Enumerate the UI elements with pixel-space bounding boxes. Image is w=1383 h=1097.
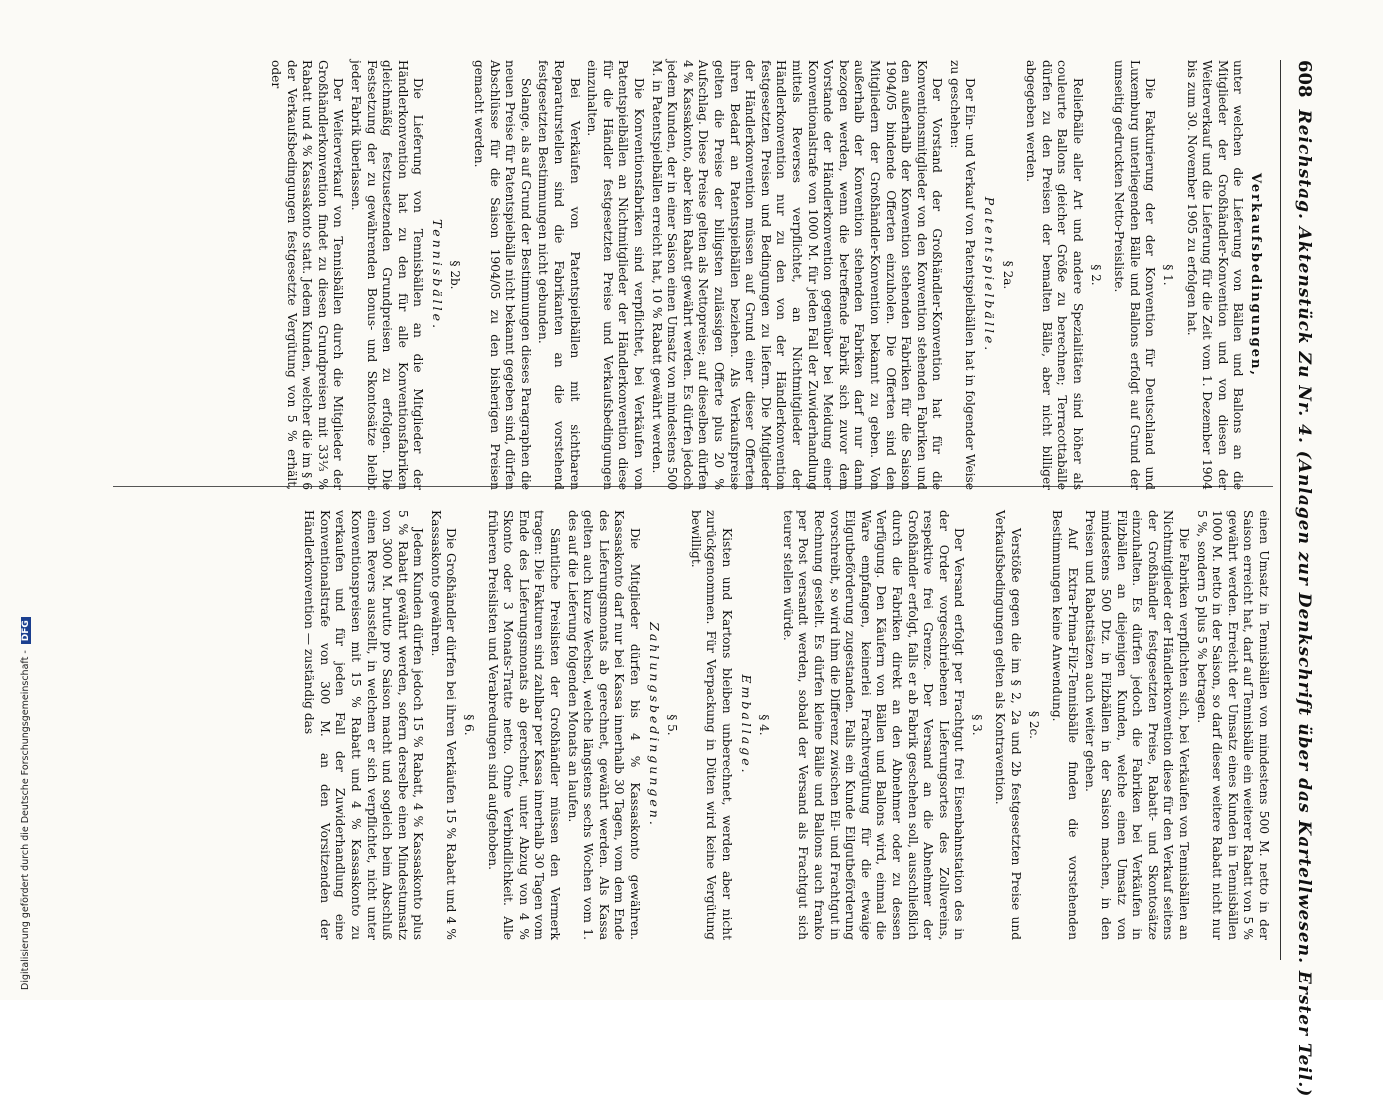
- section-title-sales-conditions: Verkaufsbedingungen,: [1248, 173, 1263, 377]
- section-2b-paragraph-1: Die Lieferung von Tennisbällen an die Mitglieder der Händlerkonvention hat zu den für alle Konventionsfabriken gleichmäßig festzusetzenden Grundpreisen zu erfolgen. Die Festsetzung der zu gewährenden Bonus- und Skontosätze bleibt jeder Fabrik überlassen.: [348, 60, 426, 490]
- section-heading-2b: § 2b.: [448, 260, 463, 290]
- factories-paragraph: Die Fabriken verpflichten sich, bei Verkäufen von Tennisbällen an Nichtmitglieder der Händlerkonvention diese für den Verkauf seitens der Großhändler festgesetzten Preise, Rabatt- und Skontosätze einzuhalten. Es dürfen jedoch die Fabriken bei Verkäufen in Filzbällen an diejenigen Kunden, welche einen Umsatz von mindestens 500 Dtz. in Filzbällen in der Saison machen, in den Preisen und Rabattsätzen auch weiter gehen.: [1083, 510, 1192, 940]
- section-6-paragraph-1: Die Großhändler dürfen bei ihren Verkäufen 15 % Rabatt und 4 % Kassaskonto gewähren.: [428, 510, 459, 940]
- continuation-paragraph: einen Umsatz in Tennisbällen von mindestens 500 M. netto in der Saison erreicht hat, darf auf Tennisbälle ein weiterer Rabatt von 5 % gewährt werden. Erreicht der Umsatz eines Kunden in Tennisbällen 1000 M. netto in der Saison, so darf dieser weitere Rabatt nicht nur 5 %, sondern 5 plus 5 % betragen.: [1194, 510, 1271, 940]
- section-heading-6: § 6.: [462, 714, 477, 736]
- section-heading-5: § 5.: [665, 714, 680, 736]
- left-column: [265, 60, 1271, 490]
- section-title-packaging: Emballage.: [738, 674, 754, 776]
- intro-paragraph: unter welchen die Lieferung von Bällen und Ballons an die Mitglieder der Großhändler-Konvention und von diesen der Weiterverkauf und die Lieferung für die Zeit vom 1. Dezember 1904 bis zum 30. November 1905 zu erfolgen hat.: [1184, 60, 1246, 490]
- running-title: Reichstag. Aktenstück Zu Nr. 4. (Anlagen zur Denkschrift über das Kartellwesen. Erster Teil.): [1294, 109, 1314, 1097]
- right-column: [299, 510, 1271, 940]
- section-5-paragraph-2: Sämtliche Preislisten der Großhändler müssen den Vermerk tragen: Die Fakturen sind zahlbar per Kassa innerhalb 30 Tagen vom Ende des Lieferungsmonats ab gerechnet, unter Abzug von 4 % Skonto oder 3 Monats-Tratte netto. Ohne Verbindlichkeit. Alle früheren Preislisten und Verabredungen sind aufgehoben.: [485, 510, 563, 940]
- extra-prima-paragraph: Auf Extra-Prima-Filz-Tennisbälle finden die vorstehenden Bestimmungen keine Anwendung.: [1050, 510, 1080, 940]
- section-heading-1: § 1.: [1161, 264, 1176, 286]
- section-2-text: Reliefbälle aller Art und andere Spezialitäten sind höher als couleurte Ballons gleicher Größe zu berechnen; Terracottabälle dürfen zu den Preisen der bemalten Bälle, aber nicht billiger abgegeben werden.: [1024, 60, 1086, 490]
- digitization-note: Digitalisierung gefördert durch die Deutsche Forschungsgemeinschaft -: [20, 650, 31, 990]
- digitization-credit: [20, 0, 32, 990]
- dfg-logo: DFG: [21, 617, 31, 644]
- section-2a-paragraph-3: Die Konventionsfabriken sind verpflichtet, bei Verkäufen von Patentspielbällen an Nichtmitglieder der Händlerkonvention diese für die Händler festgesetzten Preise und Verkaufsbedingungen einzuhalten.: [585, 60, 647, 490]
- section-heading-2a: § 2a.: [1000, 260, 1015, 290]
- page-number: 608: [1294, 60, 1315, 98]
- section-2a-paragraph-4: Bei Verkäufen von Patentspielbällen mit sichtbaren Reparaturstellen sind die Fabrikanten an die vorstehend festgesetzten Bestimmungen nicht gebunden.: [536, 60, 582, 490]
- section-heading-4: § 4.: [757, 714, 772, 736]
- section-title-patent-balls: Patentspielbälle.: [982, 196, 998, 354]
- section-6-paragraph-2: Jedem Kunden dürfen jedoch 15 % Rabatt, 4 % Kassaskonto plus 5 % Rabatt gewährt werden, sofern derselbe einen Mindestumsatz von 3000 M. brutto pro Saison macht und sogleich beim Abschluß einen Revers ausstellt, in welchem er sich verpflichtet, nicht unter Konventionspreisen mit 15 % Rabatt und 4 % Kassaskonto zu verkaufen und für jeden Fall der Zuwiderhandlung eine Konventionalstrafe von 300 M. an den Vorsitzenden der Händlerkonvention — zuständig das: [302, 510, 426, 940]
- section-2c-text: Verstöße gegen die im § 2, 2a und 2b festgesetzten Preise und Verkaufsbedingungen gelten als Kontravention.: [993, 510, 1024, 940]
- section-title-tennis-balls: Tennisbälle.: [429, 218, 445, 332]
- section-2b-paragraph-2: Der Weiterverkauf von Tennisbällen durch die Mitglieder der Großhändlerkonvention findet zu diesen Grundpreisen mit 33⅓ % Rabatt und 4 % Kassaskonto statt. Jedem Kunden, welcher die im § 6 der Verkaufsbedingungen festgesetzte Vergütung von 5 % erhält, oder: [268, 60, 346, 490]
- section-5-paragraph-1: Die Mitglieder dürfen bis 4 % Kassaskonto gewähren. Kassaskonto darf nur bei Kassa innerhalb 30 Tagen, vom dem Ende des Lieferungsmonats ab gerechnet, gewährt werden. Als Kassa gelten auch kurze Wechsel, welche längstens sechs Wochen vom 1. des auf die Lieferung folgenden Monats an laufen.: [565, 510, 643, 940]
- section-4-text: Kisten und Kartons bleiben unberechnet, werden aber nicht zurückgenommen. Für Verpackung in Düten wird keine Vergütung bewilligt.: [688, 510, 734, 940]
- section-2a-paragraph-1: Der Ein- und Verkauf von Patentspielbällen hat in folgender Weise zu geschehen:: [947, 60, 978, 490]
- section-heading-3: § 3.: [969, 714, 984, 736]
- page-header: [1280, 60, 1315, 1097]
- section-1-text: Die Fakturierung der der Konvention für Deutschland und Luxemburg unterliegenden Bälle und Ballons erfolgt auf Grund der umseitig gedruckten Netto-Preisliste.: [1112, 60, 1158, 490]
- section-heading-2c: § 2c.: [1026, 711, 1041, 739]
- section-3-text: Der Versand erfolgt per Frachtgut frei Eisenbahnstation des in der Order vorgeschriebenen Lieferungsortes des Zollvereins, respektive frei Grenze. Der Versand an die Abnehmer der Großhändler erfolgt, falls er ab Fabrik geschehen soll, ausschließlich durch die Fabriken direkt an den Abnehmer oder zu dessen Verfügung. Den Käufern von Bällen und Ballons wird, einmal die Ware empfangen, keinerlei Frachtvergütung für die etwaige Eilgutbeförderung zugestanden. Falls ein Kunde Eilgutbeförderung vorschreibt, so wird ihm die Differenz zwischen Eil- und Frachtgut in Rechnung gestellt. Es dürfen kleine Bälle und Ballons auch franko per Post versandt werden, sobald der Versand als Frachtgut sich teurer stellen würde.: [780, 510, 967, 940]
- section-heading-2: § 2.: [1088, 264, 1103, 286]
- section-title-payment-terms: Zahlungsbedingungen.: [646, 622, 662, 828]
- section-2a-paragraph-5: Solange, als auf Grund der Bestimmungen dieses Paragraphen die neuen Preise für Patentspielbälle nicht bekannt gegeben sind, dürfen Abschlüsse für die Saison 1904/05 zu den bisherigen Preisen gemacht werden.: [472, 60, 533, 490]
- section-2a-paragraph-2: Der Vorstand der Großhändler-Konvention hat für die Konventionsmitglieder von den Konvention stehenden Fabriken und den außerhalb der Konvention stehenden Fabriken für die Saison 1904/05 bindende Offerten einzuholen. Die Offerten sind den Mitgliedern der Großhändler-Konvention bekannt zu geben. Von außerhalb der Konvention stehenden Fabriken darf nur dann bezogen werden, wenn die betreffende Fabrik sich zuvor dem Vorstande der Händlerkonvention gegenüber bei Meidung einer Konventionalstrafe von 1000 M. für jeden Fall der Zuwiderhandlung mittels Reverses verpflichtet, an Nichtmitglieder der Händlerkonvention nur zu den von der Händlerkonvention festgesetzten Preisen und Bedingungen zu liefern. Die Mitglieder der Händlerkonvention müssen auf Grund einer dieser Offerten ihren Bedarf an Patentspielbällen beziehen. Als Verkaufspreise gelten die Preise der billigsten zulässigen Offerte plus 20 % Aufschlag. Diese Preise gelten als Nettopreise; auf dieselben dürfen 4 % Kassakonto, aber kein Rabatt gewährt werden. Es dürfen jedoch jedem Kunden, der in einer Saison einen Umsatz von mindestens 500 M. in Patentspielbällen erreicht hat, 10 % Rabatt gewährt werden.: [649, 60, 945, 490]
